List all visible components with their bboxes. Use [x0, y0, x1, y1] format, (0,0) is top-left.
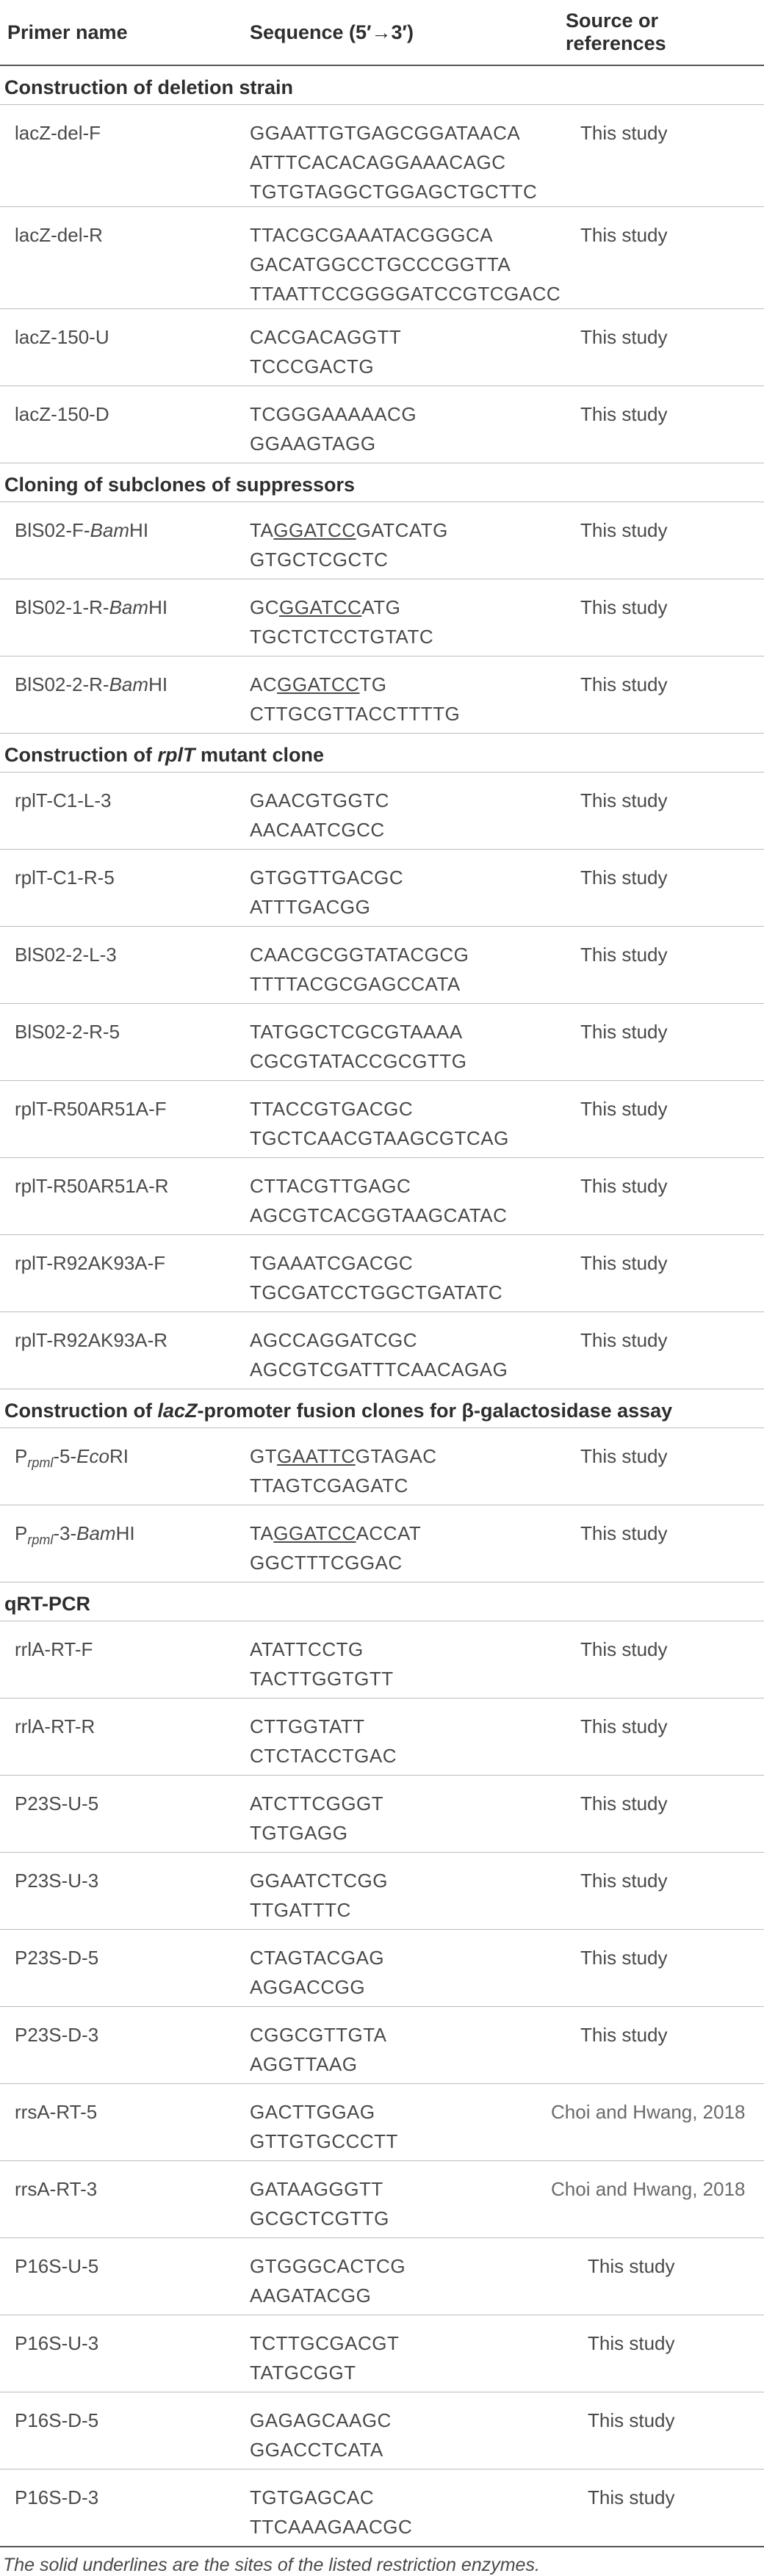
- primer-name: rplT-R92AK93A-R: [0, 1312, 250, 1389]
- primer-sequence: [250, 2084, 551, 2161]
- sequence-line: GCGCTCGTTG: [250, 2207, 389, 2229]
- table-row: [0, 1158, 764, 1235]
- primer-source: This study: [551, 579, 764, 656]
- sequence-line: TGAAATCGACGC: [250, 1252, 414, 1274]
- sequence-line: GGCTTTCGGAC: [250, 1552, 403, 1574]
- section-title: Construction of lacZ-promoter fusion clones for β-galactosidase assay: [0, 1389, 764, 1428]
- primer-sequence: [250, 2238, 551, 2315]
- table-footnote: The solid underlines are the sites of the listed restriction enzymes.: [0, 2546, 764, 2576]
- section-title: qRT-PCR: [0, 1582, 764, 1621]
- primer-source: This study: [551, 1004, 764, 1081]
- primer-sequence: [250, 2161, 551, 2238]
- primer-name: P23S-D-5: [0, 1930, 250, 2007]
- primer-source: This study: [551, 1930, 764, 2007]
- sequence-line: AAGATACGG: [250, 2284, 372, 2307]
- primer-sequence: [250, 207, 561, 309]
- primer-source: This study: [551, 1312, 764, 1389]
- sequence-line: CTTACGTTGAGC: [250, 1175, 411, 1197]
- primer-source: This study: [551, 1853, 764, 1930]
- primer-source: This study: [551, 105, 764, 207]
- primer-sequence: [250, 1312, 551, 1389]
- sequence-line: GTTGTGCCCTT: [250, 2130, 398, 2152]
- sequence-line: TTTTACGCGAGCCATA: [250, 973, 461, 995]
- restriction-site: GAATTC: [277, 1445, 356, 1467]
- table-row: [0, 773, 764, 850]
- primer-name: P16S-D-5: [0, 2392, 250, 2470]
- table-row: [0, 2161, 764, 2238]
- primer-sequence: [250, 1158, 551, 1235]
- primer-name: P23S-U-5: [0, 1776, 250, 1853]
- sequence-line: ATTTCACACAGGAAACAGC: [250, 151, 506, 173]
- sequence-line: CTCTACCTGAC: [250, 1745, 397, 1767]
- table-row: [0, 1621, 764, 1698]
- primer-name: rplT-C1-R-5: [0, 850, 250, 927]
- primer-source: This study: [551, 2007, 764, 2084]
- restriction-site: GGATCC: [273, 1522, 356, 1544]
- table-row: [0, 2392, 764, 2470]
- section-lacz-fusion: [0, 1389, 764, 1428]
- primer-name: BlS02-F-BamHI: [0, 502, 250, 579]
- primer-sequence: [250, 1235, 551, 1312]
- table-row: [0, 2084, 764, 2161]
- sequence-line: TAGGATCCGATCATG: [250, 519, 448, 541]
- section-qrt-pcr: [0, 1582, 764, 1621]
- sequence-line: CTAGTACGAG: [250, 1947, 385, 1969]
- primer-source: This study: [551, 1698, 764, 1776]
- sequence-line: TATGCGGT: [250, 2362, 356, 2384]
- table-row: [0, 207, 764, 309]
- restriction-site: GGATCC: [273, 519, 356, 541]
- primer-name: P16S-D-3: [0, 2470, 250, 2547]
- table-row: [0, 2238, 764, 2315]
- primer-name: $P_{rpml}-3$-BamHI: [0, 1505, 250, 1582]
- sequence-line: TACTTGGTGTT: [250, 1668, 394, 1690]
- sequence-line: AGCGTCACGGTAAGCATAC: [250, 1204, 508, 1226]
- primer-name: BlS02-1-R-BamHI: [0, 579, 250, 656]
- sequence-line: AGCCAGGATCGC: [250, 1329, 417, 1351]
- primer-sequence: [250, 2007, 551, 2084]
- section-title: Cloning of subclones of suppressors: [0, 463, 764, 502]
- sequence-line: TGTGAGCAC: [250, 2486, 375, 2508]
- primer-sequence: [250, 309, 551, 386]
- primer-sequence: [250, 1930, 551, 2007]
- section-title: Construction of rplT mutant clone: [0, 734, 764, 773]
- table-row: [0, 2470, 764, 2547]
- primer-sequence: [250, 1776, 551, 1853]
- table-row: [0, 1930, 764, 2007]
- header-primer-name: Primer name: [0, 0, 250, 65]
- table-row: [0, 656, 764, 734]
- table-row: [0, 502, 764, 579]
- primer-source: Choi and Hwang, 2018: [551, 2084, 764, 2161]
- table-row: [0, 1428, 764, 1505]
- section-rplt-mutant: [0, 734, 764, 773]
- primer-source: Choi and Hwang, 2018: [551, 2161, 764, 2238]
- primer-source: This study: [551, 927, 764, 1004]
- primer-source: This study: [551, 309, 764, 386]
- primer-source: This study: [551, 1081, 764, 1158]
- primer-source: This study: [551, 502, 764, 579]
- sequence-line: GACATGGCCTGCCCGGTTA: [250, 253, 511, 275]
- primer-sequence: [250, 656, 551, 734]
- header-sequence: Sequence (5′→3′): [250, 0, 551, 65]
- table-row: [0, 1312, 764, 1389]
- primer-name: rplT-R50AR51A-F: [0, 1081, 250, 1158]
- primer-sequence: [250, 2470, 551, 2547]
- sequence-line: TAGGATCCACCAT: [250, 1522, 422, 1544]
- primer-sequence: [250, 1621, 551, 1698]
- primer-name: rplT-R92AK93A-F: [0, 1235, 250, 1312]
- primer-source: This study: [551, 1428, 764, 1505]
- table-row: [0, 1004, 764, 1081]
- sequence-line: TTCAAAGAACGC: [250, 2516, 413, 2538]
- sequence-line: ATCTTCGGGT: [250, 1792, 384, 1815]
- primer-name: P23S-D-3: [0, 2007, 250, 2084]
- sequence-line: AGGTTAAG: [250, 2053, 358, 2075]
- sequence-line: ATATTCCTG: [250, 1638, 364, 1660]
- table-row: [0, 2315, 764, 2392]
- primer-sequence: [250, 1853, 551, 1930]
- primer-source: This study: [551, 2470, 764, 2547]
- sequence-line: CACGACAGGTT: [250, 326, 402, 348]
- table-row: [0, 1081, 764, 1158]
- sequence-line: TGCTCTCCTGTATC: [250, 626, 434, 648]
- primer-source: This study: [551, 2238, 764, 2315]
- section-title: Construction of deletion strain: [0, 65, 764, 105]
- sequence-line: GAGAGCAAGC: [250, 2409, 392, 2431]
- sequence-line: TGCTCAACGTAAGCGTCAG: [250, 1127, 509, 1149]
- sequence-line: CGGCGTTGTA: [250, 2024, 387, 2046]
- table-row: [0, 2007, 764, 2084]
- sequence-line: ACGGATCCTG: [250, 673, 387, 695]
- sequence-line: GGAATTGTGAGCGGATAACA: [250, 122, 521, 144]
- sequence-line: TCGGGAAAAACG: [250, 403, 417, 425]
- table-row: [0, 1698, 764, 1776]
- sequence-line: GTGCTCGCTC: [250, 549, 389, 571]
- sequence-line: GCGGATCCATG: [250, 596, 401, 618]
- primer-name: rplT-R50AR51A-R: [0, 1158, 250, 1235]
- primer-source: This study: [551, 1621, 764, 1698]
- primer-sequence: [250, 502, 551, 579]
- primer-source: This study: [551, 207, 764, 309]
- primer-sequence: [250, 579, 551, 656]
- sequence-line: TTAGTCGAGATC: [250, 1475, 408, 1497]
- sequence-line: GACTTGGAG: [250, 2101, 375, 2123]
- sequence-line: GTGAATTCGTAGAC: [250, 1445, 437, 1467]
- section-subclones: [0, 463, 764, 502]
- table-row: [0, 1776, 764, 1853]
- primer-name: rrsA-RT-5: [0, 2084, 250, 2161]
- sequence-line: CTTGCGTTACCTTTTG: [250, 703, 461, 725]
- table-row: [0, 1853, 764, 1930]
- sequence-line: AGCGTCGATTTCAACAGAG: [250, 1358, 508, 1381]
- primer-name: rrsA-RT-3: [0, 2161, 250, 2238]
- primer-source: This study: [551, 1505, 764, 1582]
- sequence-line: AACAATCGCC: [250, 819, 385, 841]
- primer-source: This study: [551, 1776, 764, 1853]
- primer-source: This study: [551, 656, 764, 734]
- table-row: [0, 579, 764, 656]
- sequence-line: TCCCGACTG: [250, 355, 375, 377]
- sequence-line: TGTGTAGGCTGGAGCTGCTTC: [250, 181, 538, 203]
- table-row: [0, 1505, 764, 1582]
- primer-name: lacZ-del-R: [0, 207, 250, 309]
- primer-name: rrlA-RT-R: [0, 1698, 250, 1776]
- sequence-line: GAACGTGGTC: [250, 789, 389, 811]
- primer-sequence: [250, 927, 551, 1004]
- header-source: Source or references: [551, 0, 764, 65]
- primer-sequence: [250, 1505, 551, 1582]
- primer-sequence: [250, 773, 551, 850]
- primer-source: This study: [551, 773, 764, 850]
- table-row: [0, 1235, 764, 1312]
- primer-name: rrlA-RT-F: [0, 1621, 250, 1698]
- sequence-line: CGCGTATACCGCGTTG: [250, 1050, 467, 1072]
- primer-source: This study: [551, 2315, 764, 2392]
- primer-name: P16S-U-3: [0, 2315, 250, 2392]
- sequence-line: TGTGAGG: [250, 1822, 348, 1844]
- primer-sequence: [250, 2392, 551, 2470]
- primer-name: BlS02-2-R-BamHI: [0, 656, 250, 734]
- restriction-site: GGATCC: [279, 596, 362, 618]
- primer-name: lacZ-150-U: [0, 309, 250, 386]
- sequence-line: TGCGATCCTGGCTGATATC: [250, 1281, 503, 1303]
- sequence-line: GTGGTTGACGC: [250, 866, 404, 889]
- primer-sequence: [250, 2315, 551, 2392]
- primer-sequence: [250, 850, 551, 927]
- sequence-line: GGACCTCATA: [250, 2439, 383, 2461]
- sequence-line: CTTGGTATT: [250, 1715, 365, 1737]
- primer-sequence: [250, 386, 551, 463]
- primer-source: This study: [551, 1235, 764, 1312]
- sequence-line: AGGACCGG: [250, 1976, 366, 1998]
- sequence-line: GTGGGCACTCG: [250, 2255, 406, 2277]
- primer-sequence: [250, 1081, 551, 1158]
- primer-name: lacZ-del-F: [0, 105, 250, 207]
- primer-name: BlS02-2-R-5: [0, 1004, 250, 1081]
- primer-sequence: [250, 1004, 551, 1081]
- sequence-line: TTACCGTGACGC: [250, 1098, 414, 1120]
- sequence-line: GGAAGTAGG: [250, 433, 376, 455]
- primer-source: This study: [551, 386, 764, 463]
- primer-name: $P_{rpml}-5$-EcoRI: [0, 1428, 250, 1505]
- table-row: [0, 105, 764, 207]
- table-header: [0, 0, 764, 65]
- sequence-line: ATTTGACGG: [250, 896, 371, 918]
- sequence-line: TCTTGCGACGT: [250, 2332, 400, 2354]
- primer-source: This study: [551, 1158, 764, 1235]
- primer-sequence: [250, 1428, 551, 1505]
- sequence-line: GGAATCTCGG: [250, 1870, 388, 1892]
- primer-sequence: [250, 105, 551, 207]
- primer-name: lacZ-150-D: [0, 386, 250, 463]
- primer-source: This study: [551, 850, 764, 927]
- primer-name: P16S-U-5: [0, 2238, 250, 2315]
- sequence-line: GATAAGGGTT: [250, 2178, 383, 2200]
- table-row: [0, 309, 764, 386]
- primer-name: rplT-C1-L-3: [0, 773, 250, 850]
- primer-sequence: [250, 1698, 551, 1776]
- primer-name: P23S-U-3: [0, 1853, 250, 1930]
- restriction-site: GGATCC: [277, 673, 360, 695]
- table-row: [0, 850, 764, 927]
- sequence-line: TTGATTTC: [250, 1899, 351, 1921]
- sequence-line: CAACGCGGTATACGCG: [250, 944, 469, 966]
- primer-name: BlS02-2-L-3: [0, 927, 250, 1004]
- table-row: [0, 927, 764, 1004]
- sequence-line: TATGGCTCGCGTAAAA: [250, 1021, 463, 1043]
- sequence-line: TTACGCGAAATACGGGCA: [250, 224, 494, 246]
- primer-source: This study: [551, 2392, 764, 2470]
- section-deletion-strain: [0, 65, 764, 105]
- table-row: [0, 386, 764, 463]
- sequence-line: TTAATTCCGGGGATCCGTCGACC: [250, 283, 561, 305]
